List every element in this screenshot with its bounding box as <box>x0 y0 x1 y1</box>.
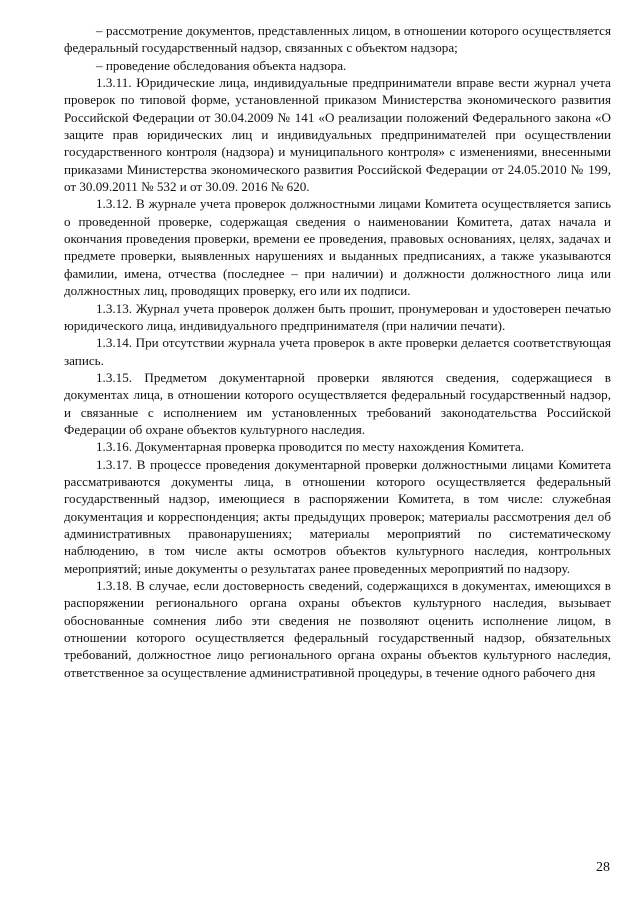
paragraph-bullet-review-documents: – рассмотрение документов, представленных лицом, в отношении которого осуществляется федеральный государственный надзор, связанных с объектом надзора; <box>64 23 611 56</box>
paragraph-1-3-16: 1.3.16. Документарная проверка проводится по месту нахождения Комитета. <box>96 439 525 455</box>
paragraph-1-3-11: 1.3.11. Юридические лица, индивидуальные предприниматели вправе вести журнал учета проверок по типовой форме, установленной приказом Министерства экономического развития Российской Федерации от 30.04.2009 № 141 «О реализации положений Федерального закона «О защите прав юридических лиц и индивидуальных предпринимателей при осуществлении государственного контроля (надзора) и муниципального контроля» с изменениями, внесенными приказами Министерства экономического развития Российской Федерации от 24.05.2010 № 199, от 30.09.2011 № 532 и от 30.09. 2016 № 620. <box>64 75 611 195</box>
paragraph-1-3-18: 1.3.18. В случае, если достоверность сведений, содержащихся в документах, имеющихся в распоряжении регионального органа охраны объектов культурного наследия, вызывает обоснованные сомнения либо эти сведения не позволяют оценить исполнение лицом, в отношении которого осуществляется федеральный государственный надзор, обязательных требований, должностное лицо регионального органа охраны объектов культурного наследия, ответственное за осуществление административной процедуры, в течение одного рабочего дня <box>64 578 611 680</box>
paragraph-1-3-15: 1.3.15. Предметом документарной проверки являются сведения, содержащиеся в документах лица, в отношении которого осуществляется федеральный государственный надзор, и связанные с исполнением им установленных требований законодательства Российской Федерации об охране объектов культурного наследия. <box>64 369 611 437</box>
paragraph-1-3-12: 1.3.12. В журнале учета проверок должностными лицами Комитета осуществляется запись о проведенной проверке, содержащая сведения о наименовании Комитета, датах начала и окончания проведения проверки, времени ее проведения, правовых основаниях, целях, задачах и предмете проверки, выявленных нарушениях и выданных предписаниях, а также указываются фамилии, имена, отчества (последнее – при наличии) и должности должностного лица или должностных лиц, проводящих проверку, его или их подписи. <box>64 196 611 299</box>
page-number: 28 <box>596 860 610 875</box>
paragraph-1-3-14: 1.3.14. При отсутствии журнала учета проверок в акте проверки делается соответствующая запись. <box>64 335 611 368</box>
document-body <box>64 22 611 681</box>
paragraph-1-3-17: 1.3.17. В процессе проведения документарной проверки должностными лицами Комитета рассматриваются документы лица, в отношении которого осуществляется федеральный государственный надзор, имеющиеся в распоряжении Комитета, в том числе: служебная документация и корреспонденция; акты предыдущих проверок; материалы рассмотрения дел об административных правонарушениях; материалы мероприятий по систематическому наблюдению, в том числе акты осмотров объектов культурного наследия, контрольных мероприятий; иные документы о результатах ранее проведенных мероприятий по надзору. <box>64 456 611 576</box>
paragraph-bullet-inspection: – проведение обследования объекта надзора. <box>96 57 347 73</box>
paragraph-1-3-13: 1.3.13. Журнал учета проверок должен быть прошит, пронумерован и удостоверен печатью юридического лица, индивидуального предпринимателя (при наличии печати). <box>64 300 611 333</box>
